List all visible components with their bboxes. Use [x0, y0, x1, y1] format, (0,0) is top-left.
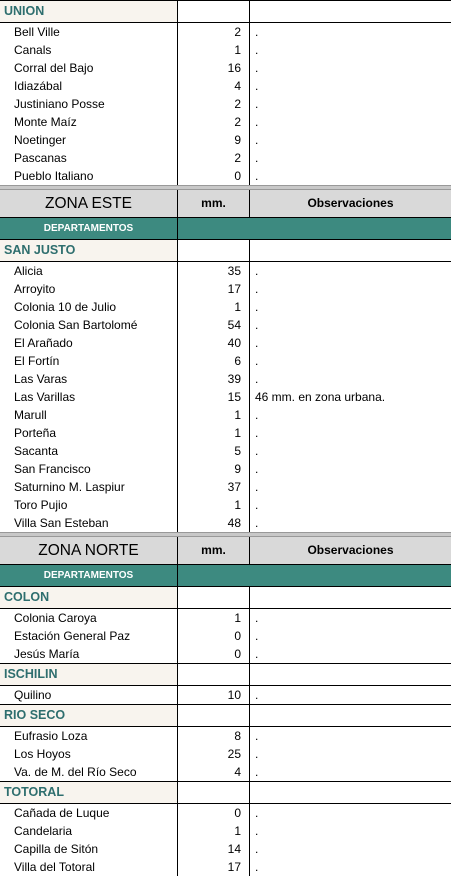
- observation: .: [255, 729, 259, 743]
- mm-column-header: mm.: [178, 537, 250, 564]
- department-mm: [178, 587, 250, 608]
- locality-name: Las Varas: [0, 370, 178, 388]
- locality-row: [0, 113, 451, 131]
- observation: .: [255, 611, 259, 625]
- rainfall-mm: 2: [178, 95, 250, 113]
- locality-name: Pascanas: [0, 149, 178, 167]
- observation: .: [255, 516, 259, 530]
- rainfall-mm: 4: [178, 77, 250, 95]
- locality-row: [0, 822, 451, 840]
- department-row: [0, 239, 451, 261]
- zone-title: ZONA ESTE: [0, 190, 178, 217]
- rainfall-mm: 10: [178, 686, 250, 704]
- locality-row: [0, 131, 451, 149]
- rainfall-mm: 9: [178, 131, 250, 149]
- observation: .: [255, 354, 259, 368]
- observation: .: [255, 806, 259, 820]
- locality-row: [0, 478, 451, 496]
- locality-name: Villa San Esteban: [0, 514, 178, 532]
- locality-row: [0, 858, 451, 876]
- rainfall-mm: 15: [178, 388, 250, 406]
- departments-blank: [178, 218, 250, 239]
- department-mm: [178, 664, 250, 685]
- locality-name: Porteña: [0, 424, 178, 442]
- rainfall-mm: 2: [178, 23, 250, 41]
- observation: .: [255, 688, 259, 702]
- department-obs: [250, 587, 451, 608]
- rainfall-mm: 0: [178, 167, 250, 185]
- locality-row: [0, 726, 451, 745]
- rainfall-mm: 17: [178, 858, 250, 876]
- locality-row: [0, 840, 451, 858]
- observation: .: [255, 133, 259, 147]
- rainfall-mm: 17: [178, 280, 250, 298]
- locality-row: [0, 424, 451, 442]
- locality-row: [0, 370, 451, 388]
- department-name: COLON: [0, 587, 178, 608]
- locality-row: [0, 803, 451, 822]
- department-obs: [250, 240, 451, 261]
- zone-header: [0, 537, 451, 565]
- department-name: TOTORAL: [0, 782, 178, 803]
- locality-name: Justiniano Posse: [0, 95, 178, 113]
- observation: .: [255, 765, 259, 779]
- observation: .: [255, 25, 259, 39]
- mm-column-header: mm.: [178, 190, 250, 217]
- locality-row: [0, 514, 451, 532]
- observation: .: [255, 408, 259, 422]
- observation: .: [255, 300, 259, 314]
- locality-row: [0, 627, 451, 645]
- rainfall-mm: 35: [178, 262, 250, 280]
- locality-row: [0, 77, 451, 95]
- observation: .: [255, 498, 259, 512]
- rainfall-mm: 25: [178, 745, 250, 763]
- locality-row: [0, 352, 451, 370]
- locality-name: Noetinger: [0, 131, 178, 149]
- locality-name: Saturnino M. Laspiur: [0, 478, 178, 496]
- rainfall-mm: 2: [178, 113, 250, 131]
- department-obs: [250, 664, 451, 685]
- observation: .: [255, 824, 259, 838]
- rainfall-mm: 1: [178, 406, 250, 424]
- department-row: [0, 0, 451, 22]
- locality-name: Idiazábal: [0, 77, 178, 95]
- department-obs: [250, 705, 451, 726]
- locality-row: [0, 149, 451, 167]
- rainfall-mm: 39: [178, 370, 250, 388]
- department-row: [0, 704, 451, 726]
- departments-label: DEPARTAMENTOS: [0, 565, 178, 586]
- locality-row: [0, 763, 451, 781]
- locality-row: [0, 316, 451, 334]
- observation: .: [255, 79, 259, 93]
- department-name: SAN JUSTO: [0, 240, 178, 261]
- observation: .: [255, 115, 259, 129]
- department-obs: [250, 782, 451, 803]
- observation: .: [255, 629, 259, 643]
- observation: .: [255, 282, 259, 296]
- locality-name: Colonia Caroya: [0, 609, 178, 627]
- department-row: [0, 781, 451, 803]
- locality-name: Toro Pujio: [0, 496, 178, 514]
- departments-label: DEPARTAMENTOS: [0, 218, 178, 239]
- observation: .: [255, 151, 259, 165]
- rainfall-mm: 8: [178, 727, 250, 745]
- locality-name: Corral del Bajo: [0, 59, 178, 77]
- zone-title: ZONA NORTE: [0, 537, 178, 564]
- observation: .: [255, 444, 259, 458]
- locality-name: Sacanta: [0, 442, 178, 460]
- locality-row: [0, 388, 451, 406]
- locality-name: Los Hoyos: [0, 745, 178, 763]
- locality-row: [0, 167, 451, 185]
- department-name: ISCHILIN: [0, 664, 178, 685]
- department-row: [0, 586, 451, 608]
- locality-row: [0, 22, 451, 41]
- observation: .: [255, 647, 259, 661]
- rainfall-mm: 0: [178, 804, 250, 822]
- locality-name: Quilino: [0, 686, 178, 704]
- locality-name: Jesús María: [0, 645, 178, 663]
- locality-name: Alicia: [0, 262, 178, 280]
- rainfall-mm: 4: [178, 763, 250, 781]
- locality-name: El Arañado: [0, 334, 178, 352]
- observations-column-header: Observaciones: [307, 196, 394, 210]
- rainfall-mm: 14: [178, 840, 250, 858]
- observation: .: [255, 372, 259, 386]
- observation: .: [255, 747, 259, 761]
- department-mm: [178, 782, 250, 803]
- locality-name: El Fortín: [0, 352, 178, 370]
- rainfall-mm: 1: [178, 609, 250, 627]
- locality-name: Bell Ville: [0, 23, 178, 41]
- rainfall-mm: 6: [178, 352, 250, 370]
- rainfall-mm: 48: [178, 514, 250, 532]
- locality-row: [0, 685, 451, 704]
- rainfall-mm: 1: [178, 298, 250, 316]
- locality-name: Las Varillas: [0, 388, 178, 406]
- department-name: UNION: [0, 1, 178, 22]
- locality-name: Colonia 10 de Julio: [0, 298, 178, 316]
- locality-name: Va. de M. del Río Seco: [0, 763, 178, 781]
- rainfall-mm: 1: [178, 822, 250, 840]
- locality-name: Colonia San Bartolomé: [0, 316, 178, 334]
- department-name: RIO SECO: [0, 705, 178, 726]
- locality-row: [0, 460, 451, 478]
- rainfall-mm: 0: [178, 645, 250, 663]
- rainfall-mm: 1: [178, 496, 250, 514]
- observation: .: [255, 97, 259, 111]
- rainfall-mm: 0: [178, 627, 250, 645]
- zone-header: [0, 190, 451, 218]
- locality-row: [0, 280, 451, 298]
- observation: .: [255, 480, 259, 494]
- rainfall-mm: 16: [178, 59, 250, 77]
- locality-row: [0, 298, 451, 316]
- rainfall-mm: 9: [178, 460, 250, 478]
- observation: .: [255, 43, 259, 57]
- locality-row: [0, 95, 451, 113]
- observation: .: [255, 61, 259, 75]
- locality-name: San Francisco: [0, 460, 178, 478]
- departments-header: [0, 565, 451, 586]
- departments-header: [0, 218, 451, 239]
- observation: .: [255, 426, 259, 440]
- observation: .: [255, 860, 259, 874]
- locality-row: [0, 645, 451, 663]
- locality-name: Candelaria: [0, 822, 178, 840]
- locality-name: Capilla de Sitón: [0, 840, 178, 858]
- observation: 46 mm. en zona urbana.: [255, 390, 386, 404]
- departments-blank: [178, 565, 250, 586]
- department-mm: [178, 1, 250, 22]
- department-mm: [178, 240, 250, 261]
- locality-row: [0, 334, 451, 352]
- locality-name: Canals: [0, 41, 178, 59]
- observation: .: [255, 462, 259, 476]
- department-obs: [250, 1, 451, 22]
- department-row: [0, 663, 451, 685]
- locality-row: [0, 608, 451, 627]
- observation: .: [255, 318, 259, 332]
- locality-name: Villa del Totoral: [0, 858, 178, 876]
- locality-name: Estación General Paz: [0, 627, 178, 645]
- locality-row: [0, 59, 451, 77]
- locality-row: [0, 41, 451, 59]
- locality-name: Cañada de Luque: [0, 804, 178, 822]
- observation: .: [255, 169, 259, 183]
- rainfall-mm: 1: [178, 424, 250, 442]
- locality-row: [0, 442, 451, 460]
- observation: .: [255, 336, 259, 350]
- locality-row: [0, 406, 451, 424]
- observations-column-header: Observaciones: [307, 543, 394, 557]
- locality-row: [0, 745, 451, 763]
- observation: .: [255, 264, 259, 278]
- locality-name: Arroyito: [0, 280, 178, 298]
- rainfall-mm: 54: [178, 316, 250, 334]
- observation: .: [255, 842, 259, 856]
- locality-name: Eufrasio Loza: [0, 727, 178, 745]
- rainfall-mm: 37: [178, 478, 250, 496]
- locality-row: [0, 261, 451, 280]
- rainfall-mm: 1: [178, 41, 250, 59]
- locality-name: Monte Maíz: [0, 113, 178, 131]
- locality-name: Pueblo Italiano: [0, 167, 178, 185]
- rainfall-mm: 2: [178, 149, 250, 167]
- rainfall-mm: 40: [178, 334, 250, 352]
- department-mm: [178, 705, 250, 726]
- rainfall-mm: 5: [178, 442, 250, 460]
- locality-row: [0, 496, 451, 514]
- locality-name: Marull: [0, 406, 178, 424]
